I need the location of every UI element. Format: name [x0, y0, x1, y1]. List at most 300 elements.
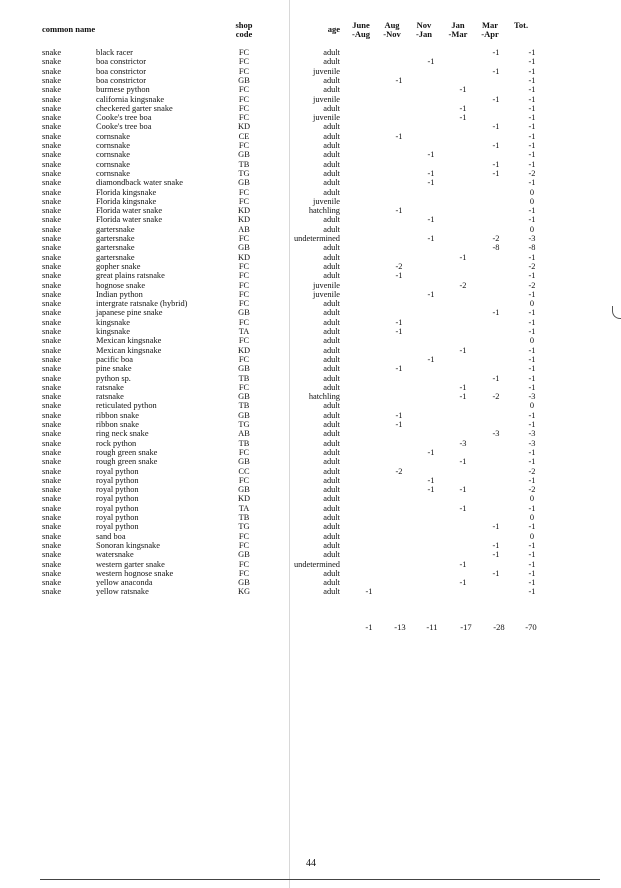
row-total: -1 — [528, 327, 536, 336]
row-total: -3 — [528, 438, 536, 448]
row-age: undetermined — [293, 234, 340, 243]
row-total: -1 — [528, 289, 536, 299]
row-total: -2 — [528, 466, 536, 476]
row-common-name: western garter snake — [96, 559, 165, 569]
row-age: adult — [323, 503, 340, 513]
table-row — [0, 336, 621, 345]
row-age: adult — [323, 103, 340, 113]
row-period-3: -1 — [459, 252, 467, 262]
table-row — [0, 150, 621, 159]
row-shop-code: FC — [238, 85, 250, 95]
row-age: adult — [323, 48, 340, 57]
row-species: snake — [42, 271, 62, 281]
row-common-name: Mexican kingsnake — [96, 336, 162, 346]
row-total: -1 — [528, 113, 536, 123]
row-period-4: -1 — [492, 141, 500, 150]
row-shop-code: FC — [238, 336, 250, 346]
table-row — [0, 299, 621, 308]
row-total: -1 — [528, 150, 536, 160]
table-row — [0, 178, 621, 187]
row-shop-code: FC — [238, 447, 250, 457]
row-shop-code: GB — [238, 150, 250, 160]
row-common-name: kingsnake — [96, 327, 130, 336]
row-age: adult — [323, 150, 340, 160]
row-shop-code: FC — [238, 317, 250, 327]
row-common-name: yellow ratsnake — [96, 587, 149, 597]
table-row — [0, 522, 621, 531]
row-species: snake — [42, 131, 62, 141]
header-shop-line1: shop — [235, 20, 253, 30]
row-shop-code: GB — [238, 485, 250, 495]
row-age: adult — [323, 336, 340, 346]
row-age: adult — [323, 131, 340, 141]
row-total: -1 — [528, 373, 536, 383]
row-species: snake — [42, 57, 62, 67]
row-shop-code: GB — [238, 75, 250, 85]
row-species: snake — [42, 429, 62, 439]
table-row — [0, 346, 621, 355]
row-age: adult — [323, 271, 340, 281]
row-common-name: royal python — [96, 522, 139, 532]
row-species: snake — [42, 354, 62, 364]
row-shop-code: FC — [238, 196, 250, 206]
row-common-name: python sp. — [96, 373, 131, 383]
row-species: snake — [42, 345, 62, 355]
row-total: -1 — [528, 522, 536, 532]
table-row — [0, 122, 621, 131]
row-species: snake — [42, 113, 62, 123]
row-species: snake — [42, 196, 62, 206]
row-age: juvenile — [313, 66, 340, 76]
row-common-name: gartersnake — [96, 234, 135, 243]
header-period-1 — [380, 21, 404, 39]
row-shop-code: KD — [237, 494, 251, 504]
table-row — [0, 448, 621, 457]
row-total: -1 — [528, 550, 536, 560]
row-common-name: checkered garter snake — [96, 103, 173, 113]
row-common-name: kingsnake — [96, 317, 130, 327]
row-shop-code: TG — [238, 420, 250, 429]
row-species: snake — [42, 280, 62, 290]
header-age: age — [327, 24, 340, 34]
row-period-4: -1 — [492, 568, 500, 578]
row-shop-code: FC — [238, 382, 250, 392]
table-row — [0, 439, 621, 448]
row-common-name: ribbon snake — [96, 420, 140, 429]
row-shop-code: FC — [238, 475, 250, 485]
row-common-name: gartersnake — [96, 243, 135, 253]
table-row — [0, 476, 621, 485]
row-shop-code: CE — [238, 131, 250, 141]
row-species: snake — [42, 540, 62, 550]
table-row — [0, 392, 621, 401]
row-period-2: -1 — [427, 150, 435, 160]
table-row — [0, 578, 621, 587]
row-common-name: intergrate ratsnake (hybrid) — [96, 299, 188, 309]
row-species: snake — [42, 308, 62, 318]
row-common-name: ribbon snake — [96, 410, 140, 420]
row-species: snake — [42, 289, 62, 299]
row-shop-code: TA — [238, 327, 250, 336]
row-shop-code: FC — [238, 113, 250, 123]
header-period-3 — [445, 21, 471, 39]
table-row — [0, 364, 621, 373]
row-total: 0 — [529, 224, 535, 234]
row-species: snake — [42, 141, 62, 150]
row-common-name: hognose snake — [96, 280, 146, 290]
row-shop-code: FC — [238, 568, 250, 578]
row-age: adult — [323, 141, 340, 150]
row-period-1: -1 — [395, 75, 403, 85]
row-total: -1 — [528, 587, 536, 597]
row-common-name: great plains ratsnake — [96, 271, 165, 281]
row-total: -1 — [528, 354, 536, 364]
row-common-name: Cooke's tree boa — [96, 113, 152, 123]
row-shop-code: FC — [238, 540, 250, 550]
table-row — [0, 401, 621, 410]
row-age: adult — [323, 578, 340, 588]
row-age: adult — [323, 75, 340, 85]
row-common-name: Florida kingsnake — [96, 196, 157, 206]
row-shop-code: FC — [238, 559, 250, 569]
row-species: snake — [42, 364, 62, 374]
row-period-4: -1 — [492, 373, 500, 383]
row-total: -1 — [528, 178, 536, 188]
row-age: adult — [323, 457, 340, 467]
row-age: juvenile — [313, 196, 340, 206]
row-age: adult — [323, 252, 340, 262]
row-species: snake — [42, 215, 62, 225]
header-total: Tot. — [514, 20, 529, 30]
row-shop-code: KD — [237, 122, 251, 132]
row-age: juvenile — [313, 113, 340, 123]
table-row — [0, 467, 621, 476]
row-shop-code: KD — [237, 206, 251, 216]
row-species: snake — [42, 261, 62, 271]
row-period-4: -1 — [492, 522, 500, 532]
row-species: snake — [42, 187, 62, 197]
row-age: adult — [323, 401, 340, 411]
row-total: 0 — [529, 401, 535, 411]
row-age: adult — [323, 215, 340, 225]
row-shop-code: CC — [238, 466, 250, 476]
row-shop-code: GB — [238, 410, 250, 420]
table-row — [0, 113, 621, 122]
row-period-3: -2 — [459, 280, 467, 290]
row-total: -1 — [528, 75, 536, 85]
row-shop-code: GB — [238, 178, 250, 188]
header-common-name: common name — [42, 24, 96, 34]
row-age: adult — [323, 420, 340, 429]
row-shop-code: KD — [237, 252, 251, 262]
row-shop-code: FC — [238, 289, 250, 299]
row-age: undetermined — [293, 559, 340, 569]
row-species: snake — [42, 122, 62, 132]
row-species: snake — [42, 531, 62, 541]
row-species: snake — [42, 420, 62, 429]
row-total: -1 — [528, 540, 536, 550]
row-period-3: -1 — [459, 485, 467, 495]
row-common-name: ring neck snake — [96, 429, 149, 439]
row-species: snake — [42, 327, 62, 336]
row-period-3: -1 — [459, 578, 467, 588]
table-row — [0, 243, 621, 252]
row-shop-code: FC — [238, 280, 250, 290]
table-row — [0, 318, 621, 327]
header-period-2-line2: -Jan — [415, 29, 433, 39]
row-common-name: california kingsnake — [96, 94, 165, 104]
row-age: adult — [323, 224, 340, 234]
total-period-1: -13 — [394, 622, 406, 632]
header-period-2 — [412, 21, 436, 39]
row-species: snake — [42, 373, 62, 383]
table-row — [0, 160, 621, 169]
row-total: -2 — [528, 485, 536, 495]
row-common-name: ratsnake — [96, 382, 124, 392]
row-common-name: royal python — [96, 475, 139, 485]
row-shop-code: KD — [237, 345, 251, 355]
header-period-4-line2: -Apr — [481, 29, 499, 39]
header-period-1-line1: Aug — [384, 20, 400, 30]
row-common-name: cornsnake — [96, 131, 130, 141]
row-period-3: -1 — [459, 103, 467, 113]
row-total: -3 — [528, 429, 536, 439]
row-period-2: -1 — [427, 475, 435, 485]
row-common-name: royal python — [96, 513, 139, 522]
row-species: snake — [42, 66, 62, 76]
row-shop-code: TB — [238, 373, 250, 383]
row-total: -1 — [528, 503, 536, 513]
header-period-3-line2: -Mar — [448, 29, 468, 39]
row-age: adult — [323, 568, 340, 578]
row-total: -1 — [528, 568, 536, 578]
row-total: 0 — [529, 196, 535, 206]
table-row — [0, 420, 621, 429]
row-species: snake — [42, 317, 62, 327]
table-row — [0, 513, 621, 522]
row-species: snake — [42, 168, 62, 178]
table-row — [0, 197, 621, 206]
row-period-3: -1 — [459, 85, 467, 95]
row-age: adult — [323, 522, 340, 532]
row-common-name: boa constrictor — [96, 75, 147, 85]
row-species: snake — [42, 224, 62, 234]
row-common-name: pine snake — [96, 364, 132, 374]
row-common-name: Mexican kingsnake — [96, 345, 162, 355]
table-row — [0, 253, 621, 262]
table-row — [0, 169, 621, 178]
row-period-1: -1 — [395, 317, 403, 327]
header-period-2-line1: Nov — [416, 20, 432, 30]
row-age: adult — [323, 447, 340, 457]
total-period-0: -1 — [365, 622, 373, 632]
header-period-1-line2: -Nov — [383, 29, 401, 39]
row-period-4: -8 — [492, 243, 500, 253]
row-total: 0 — [529, 187, 535, 197]
row-period-3: -1 — [459, 345, 467, 355]
row-age: adult — [323, 85, 340, 95]
table-row — [0, 188, 621, 197]
row-shop-code: FC — [238, 94, 250, 104]
total-overall: -70 — [525, 622, 537, 632]
row-period-1: -1 — [395, 271, 403, 281]
row-total: -3 — [528, 234, 536, 243]
row-period-4: -1 — [492, 550, 500, 560]
row-total: -1 — [528, 364, 536, 374]
row-species: snake — [42, 568, 62, 578]
row-common-name: royal python — [96, 494, 139, 504]
row-period-2: -1 — [427, 178, 435, 188]
row-species: snake — [42, 503, 62, 513]
row-age: adult — [323, 57, 340, 67]
row-common-name: Florida water snake — [96, 206, 163, 216]
row-total: -1 — [528, 85, 536, 95]
row-period-2: -1 — [427, 234, 435, 243]
row-shop-code: FC — [238, 354, 250, 364]
row-total: -1 — [528, 382, 536, 392]
row-species: snake — [42, 392, 62, 402]
row-age: adult — [323, 345, 340, 355]
row-total: -1 — [528, 317, 536, 327]
row-common-name: pacific boa — [96, 354, 133, 364]
row-total: -1 — [528, 475, 536, 485]
row-shop-code: TB — [238, 159, 250, 169]
row-total: -1 — [528, 66, 536, 76]
header-period-4-line1: Mar — [481, 20, 499, 30]
header-period-0 — [349, 21, 373, 39]
row-period-4: -2 — [492, 392, 500, 402]
row-total: -1 — [528, 122, 536, 132]
row-period-1: -1 — [395, 420, 403, 429]
row-period-4: -1 — [492, 159, 500, 169]
row-total: -2 — [528, 280, 536, 290]
row-shop-code: FC — [238, 48, 250, 57]
row-age: adult — [323, 159, 340, 169]
row-common-name: boa constrictor — [96, 57, 147, 67]
row-shop-code: FC — [238, 271, 250, 281]
table-row — [0, 485, 621, 494]
row-age: adult — [323, 327, 340, 336]
table-row — [0, 85, 621, 94]
row-species: snake — [42, 401, 62, 411]
row-period-1: -2 — [395, 261, 403, 271]
table-row — [0, 234, 621, 243]
row-species: snake — [42, 299, 62, 309]
row-species: snake — [42, 206, 62, 216]
row-shop-code: KG — [237, 587, 251, 597]
row-age: juvenile — [313, 289, 340, 299]
row-species: snake — [42, 485, 62, 495]
row-total: -8 — [528, 243, 536, 253]
row-age: adult — [323, 513, 340, 522]
row-species: snake — [42, 466, 62, 476]
row-shop-code: FC — [238, 261, 250, 271]
row-total: -1 — [528, 215, 536, 225]
row-shop-code: GB — [238, 243, 250, 253]
row-period-4: -1 — [492, 94, 500, 104]
table-row — [0, 225, 621, 234]
row-period-4: -3 — [492, 429, 500, 439]
table-row — [0, 48, 621, 57]
row-common-name: royal python — [96, 466, 139, 476]
row-shop-code: FC — [238, 141, 250, 150]
table-row — [0, 281, 621, 290]
row-species: snake — [42, 447, 62, 457]
row-shop-code: TB — [238, 513, 250, 522]
row-period-3: -1 — [459, 392, 467, 402]
row-species: snake — [42, 522, 62, 532]
row-common-name: rock python — [96, 438, 137, 448]
row-common-name: diamondback water snake — [96, 178, 183, 188]
row-age: adult — [323, 587, 340, 597]
row-period-4: -2 — [492, 234, 500, 243]
row-shop-code: TB — [238, 438, 250, 448]
table-row — [0, 541, 621, 550]
row-age: adult — [323, 299, 340, 309]
table-row — [0, 457, 621, 466]
header-period-0-line1: June — [352, 20, 370, 30]
row-common-name: Cooke's tree boa — [96, 122, 152, 132]
row-species: snake — [42, 150, 62, 160]
row-species: snake — [42, 438, 62, 448]
header-period-4 — [477, 21, 503, 39]
table-row — [0, 271, 621, 280]
row-period-2: -1 — [427, 168, 435, 178]
row-total: 0 — [529, 494, 535, 504]
row-total: -1 — [528, 57, 536, 67]
row-species: snake — [42, 550, 62, 560]
row-period-2: -1 — [427, 354, 435, 364]
row-age: adult — [323, 308, 340, 318]
table-row — [0, 215, 621, 224]
row-common-name: royal python — [96, 485, 139, 495]
row-shop-code: TG — [238, 522, 250, 532]
row-total: -1 — [528, 308, 536, 318]
row-species: snake — [42, 85, 62, 95]
row-total: -1 — [528, 159, 536, 169]
row-age: adult — [323, 373, 340, 383]
row-shop-code: FC — [238, 187, 250, 197]
row-common-name: cornsnake — [96, 168, 130, 178]
row-shop-code: FC — [238, 66, 250, 76]
row-species: snake — [42, 513, 62, 522]
row-period-1: -1 — [395, 364, 403, 374]
row-total: -1 — [528, 559, 536, 569]
row-age: adult — [323, 466, 340, 476]
row-period-4: -1 — [492, 540, 500, 550]
row-period-2: -1 — [427, 485, 435, 495]
table-row — [0, 504, 621, 513]
row-period-2: -1 — [427, 215, 435, 225]
row-total: 0 — [529, 513, 535, 522]
row-age: adult — [323, 317, 340, 327]
row-age: adult — [323, 243, 340, 253]
row-species: snake — [42, 75, 62, 85]
row-species: snake — [42, 159, 62, 169]
row-species: snake — [42, 578, 62, 588]
row-total: 0 — [529, 299, 535, 309]
row-age: adult — [323, 531, 340, 541]
row-common-name: sand boa — [96, 531, 126, 541]
row-common-name: burmese python — [96, 85, 150, 95]
row-period-4: -1 — [492, 48, 500, 57]
row-species: snake — [42, 94, 62, 104]
row-total: -1 — [528, 410, 536, 420]
row-age: adult — [323, 168, 340, 178]
row-age: adult — [323, 485, 340, 495]
row-period-4: -1 — [492, 122, 500, 132]
table-row — [0, 429, 621, 438]
